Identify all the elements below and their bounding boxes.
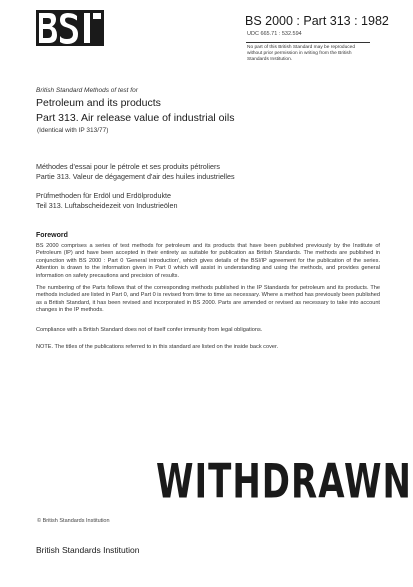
bsi-logo <box>36 10 104 46</box>
foreword-paragraph: BS 2000 comprises a series of test methods for petroleum and its products that have been published previously by the Institute of Petroleum (IP) and have been accepted in their entirety as suitable for publication as British Standards. The methods are published in conjunction with BS 2000 : Part 0 'General introduction', which gives details of the BSI/IP agreement for the publication of the series. Attention is drawn to the information given in Part 0 which will assist in understanding and using the methods, and provides general information on safety precautions and precision of results. <box>36 243 380 279</box>
foreword-heading: Foreword <box>36 232 68 239</box>
identical-with-note: (Identical with IP 313/77) <box>37 127 109 134</box>
withdrawn-stamp: WITHDRAWN <box>156 454 412 510</box>
german-part-title: Teil 313. Luftabscheidezeit von Industrieölen <box>36 201 178 210</box>
document-title: Petroleum and its products <box>36 97 161 109</box>
udc-code: UDC 665.71 : 532.594 <box>247 31 302 37</box>
series-title: British Standard Methods of test for <box>36 87 138 94</box>
german-title: Prüfmethoden für Erdöl und Erdölprodukte <box>36 191 172 200</box>
foreword-note: NOTE. The titles of the publications referred to in this standard are listed on the inside back cover. <box>36 344 279 350</box>
copyright-line: © British Standards Institution <box>37 518 110 524</box>
notice-divider <box>246 42 370 43</box>
copyright-notice: No part of this British Standard may be reproduced without prior permission in writing from the British Standards Institution. <box>247 45 355 63</box>
foreword-paragraph: Compliance with a British Standard does not of itself confer immunity from legal obligations. <box>36 327 263 333</box>
part-title: Part 313. Air release value of industrial oils <box>36 112 235 124</box>
publisher-name: British Standards Institution <box>36 545 140 555</box>
standard-number: BS 2000 : Part 313 : 1982 <box>245 14 389 28</box>
french-title: Méthodes d'essai pour le pétrole et ses produits pétroliers <box>36 162 220 171</box>
french-part-title: Partie 313. Valeur de dégagement d'air des huiles industrielles <box>36 172 235 181</box>
foreword-paragraph: The numbering of the Parts follows that of the corresponding methods published in the IP Standards for petroleum and its products. The methods included are listed in Part 0, and Part 0 is revised from time to time as necessary. Where a method has previously been published as a British Standard, it has been revised and incorporated in BS 2000. Parts are amended or revised as necessary to take into account changes in the IP methods. <box>36 285 380 314</box>
